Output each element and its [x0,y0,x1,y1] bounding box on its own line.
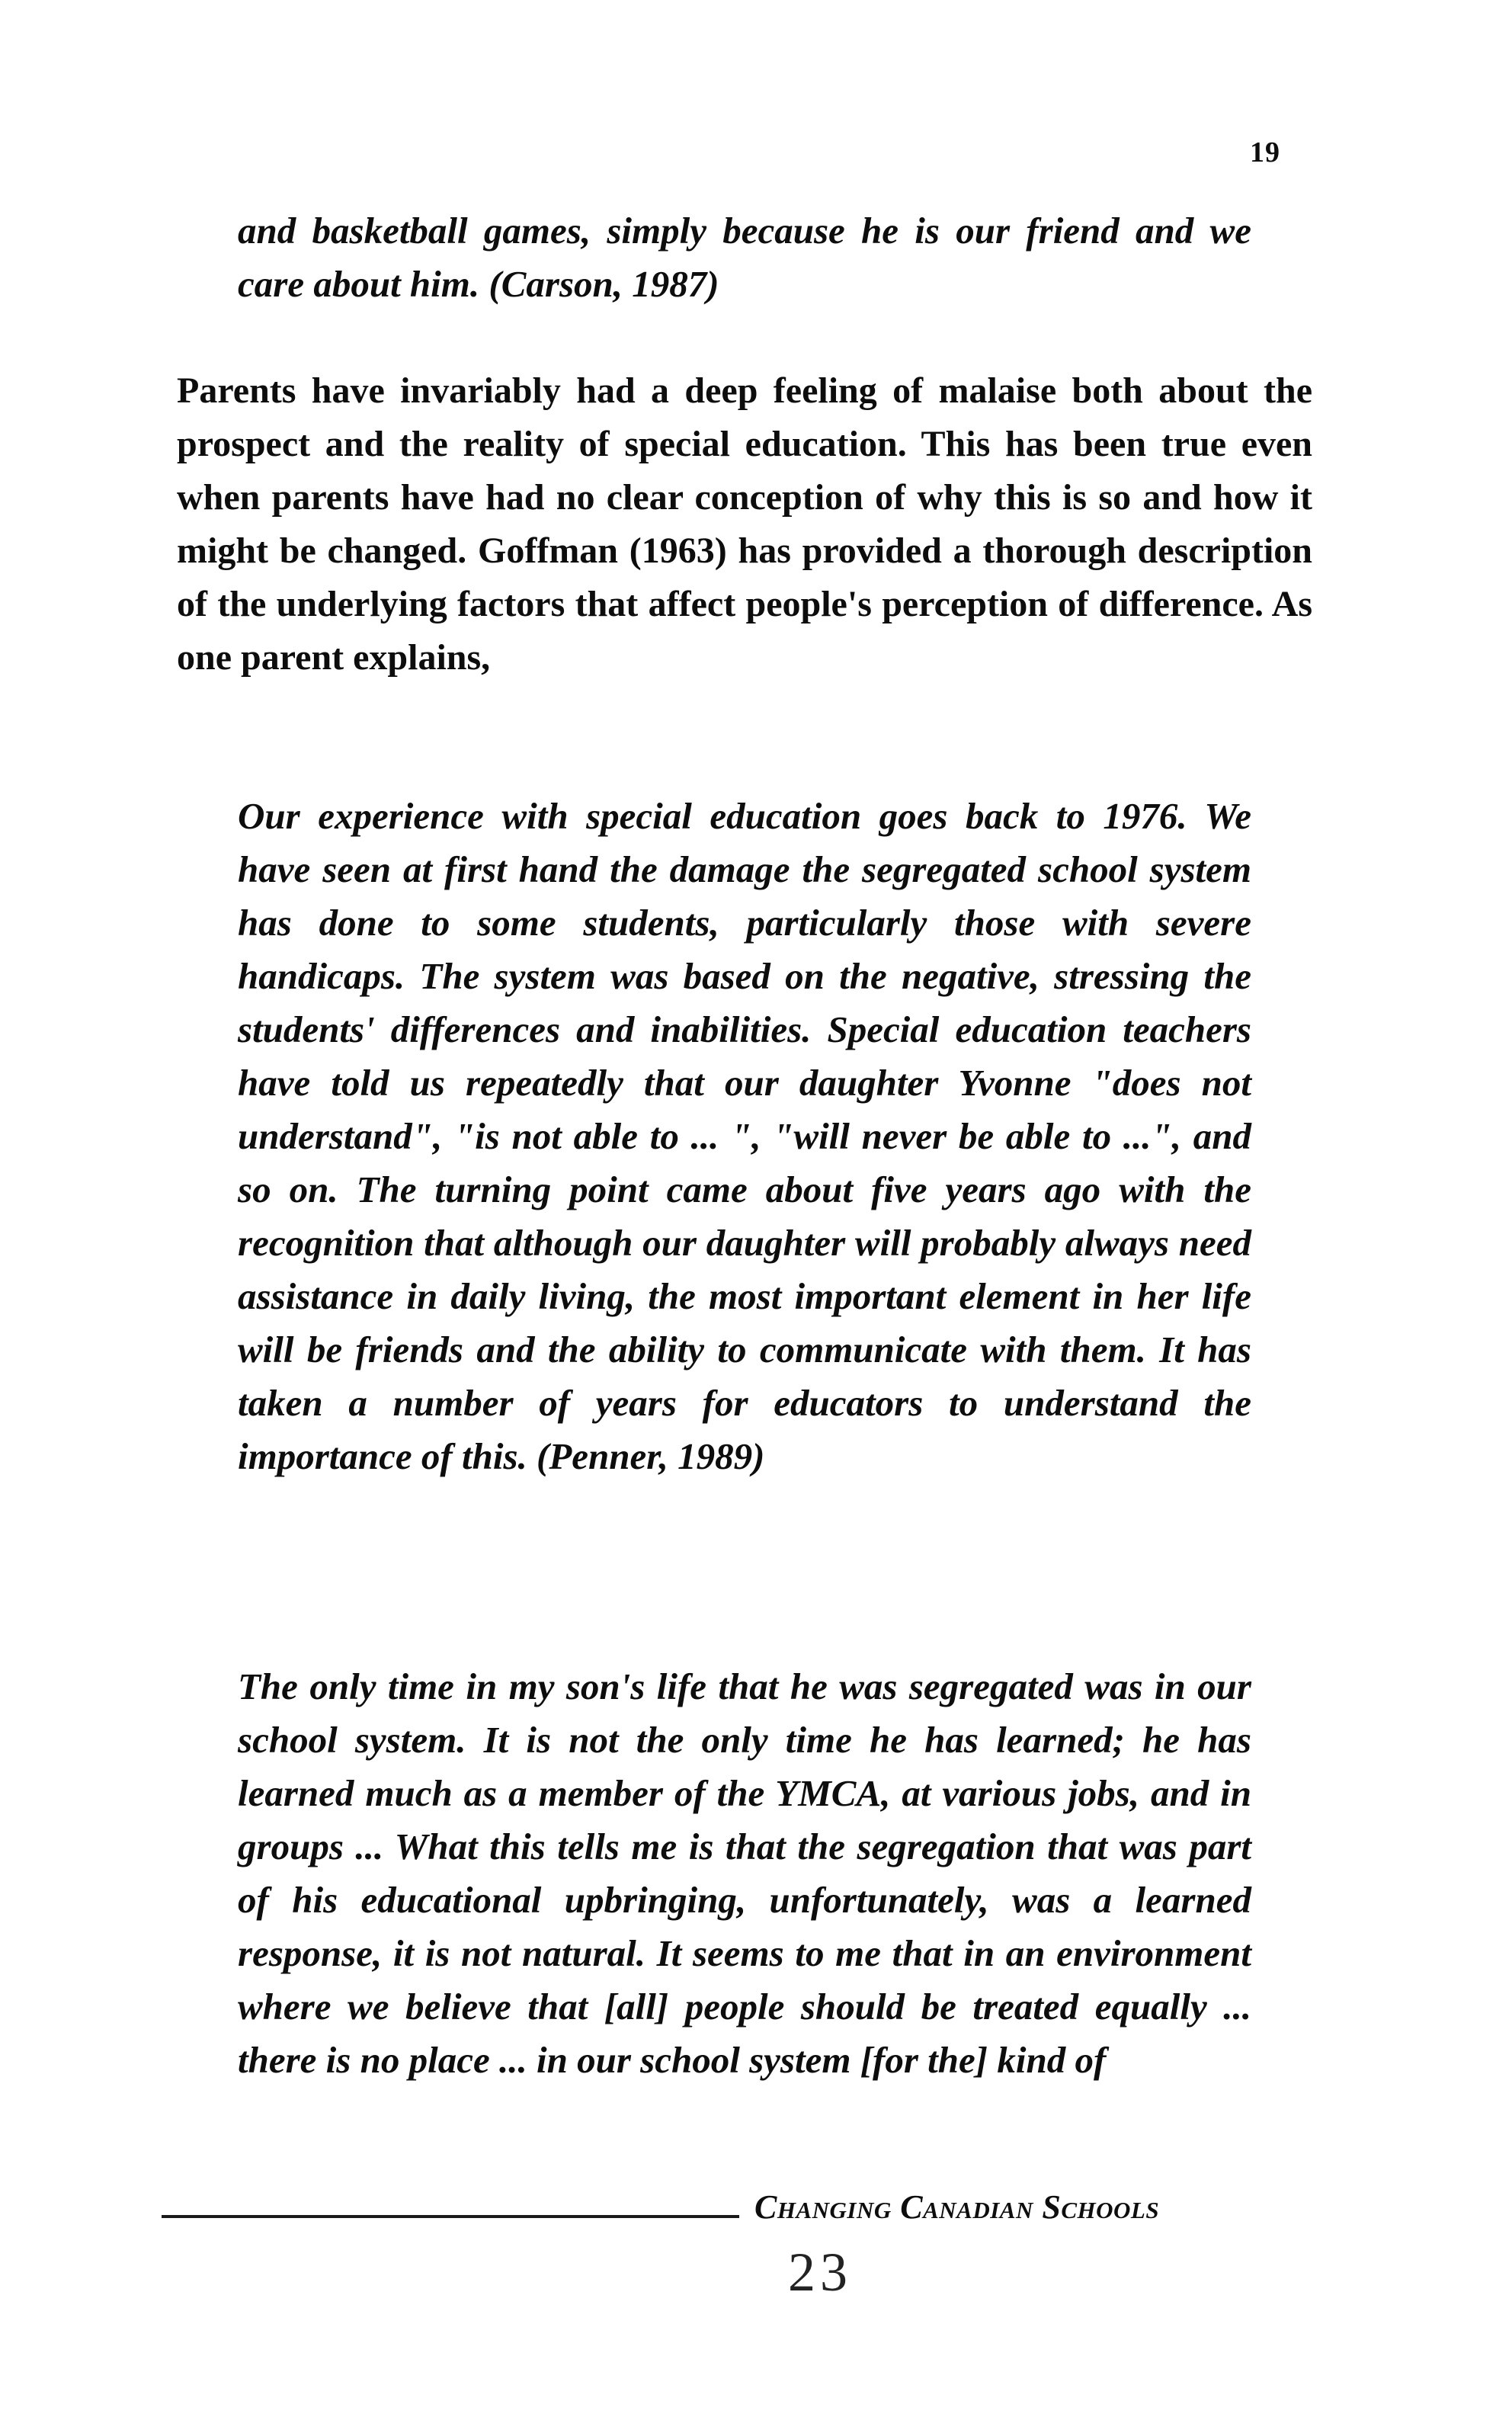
block-quote-carson: and basketball games, simply because he is our friend and we care about him. (Carson, 1987) [238,210,1251,305]
body-paragraph: Parents have invariably had a deep feeling of malaise both about the prospect and the reality of special education. This has been true even when parents have had no clear conception of why this is so and how it might be changed. Goffman (1963) has provided a thorough description of the underlying factors that affect people's perception of difference. As one parent explains, [177,370,1312,678]
block-quote-parent: The only time in my son's life that he was segregated was in our school system. It is not the only time he has learned; he has learned much as a member of the YMCA, at various jobs, and in groups ... What this tells me is that the segregation that was part of his educational upbringing, unfortunately, was a learned response, it is not natural. It seems to me that in an environment where we believe that [all] people should be treated equally ... there is no place ... in our school system [for the] kind of [238,1665,1251,2081]
footer-rule [162,2215,739,2218]
footer-folio: 23 [788,2242,852,2303]
block-quote-penner: Our experience with special education goes back to 1976. We have seen at first hand the damage the segregated school system has done to some students, particularly those with severe handicaps. The system was based on the negative, stressing the students' differences and inabilities. Special education teachers have told us repeatedly that our daughter Yvonne "does not understand", "is not able to ... ", "will never be able to ...", and so on. The turning point came about five years ago with the recognition that although our daughter will probably always need assistance in daily living, the most important element in her life will be friends and the ability to communicate with them. It has taken a number of years for educators to understand the importance of this. (Penner, 1989) [238,795,1251,1477]
page-number: 19 [1250,136,1280,168]
footer-book-title: Changing Canadian Schools [754,2188,1160,2226]
